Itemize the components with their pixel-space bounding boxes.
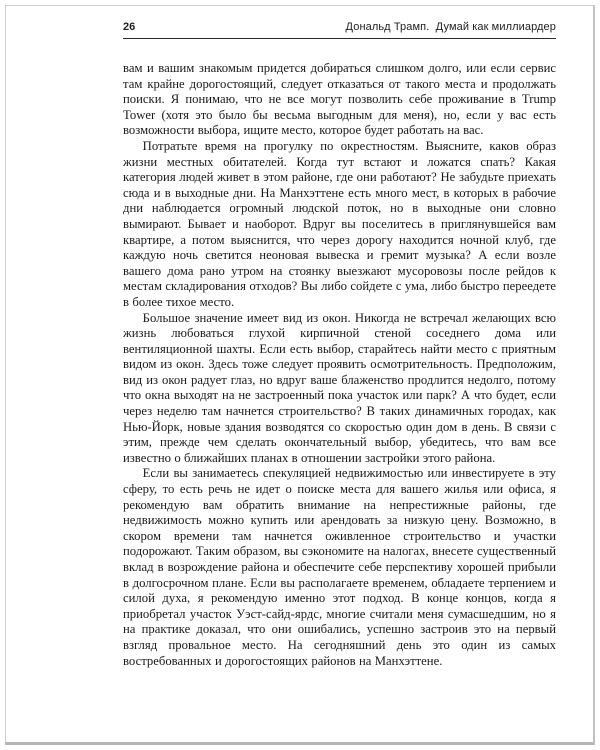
header-rule xyxy=(123,38,556,39)
running-title: Дональд Трамп. Думай как миллиардер xyxy=(345,21,556,33)
page-number: 26 xyxy=(123,21,136,33)
page-body xyxy=(123,61,556,669)
paragraph: Потратьте время на прогулку по окрестностям. Выясните, каков образ жизни местных обитателей. Когда тут встают и ложатся спать? Какая категория людей живет в этом районе, где они работают? Не забудьте приехать сюда и в выходные дни. На Манхэттене есть много мест, в которых в рабочие дни наблюдается огромный людской поток, но в выходные они словно вымирают. Бывает и наоборот. Вдруг вы поселитесь в приглянувшейся вам квартире, а потом выяснится, что через дорогу находится ночной клуб, где каждую ночь светится неоновая вывеска и гремит музыка? А если возле вашего дома рано утром на стоянку выезжают мусоровозы после рейдов к местам складирования отходов? Вы либо сойдете с ума, либо быстро переедете в более тихое место. xyxy=(123,138,556,309)
paragraph: Если вы занимаетесь спекуляцией недвижимостью или инвестируете в эту сферу, то есть речь не идет о поиске места для вашего жилья или офиса, я рекомендую вам обратить внимание на непрестижные районы, где недвижимость можно купить или арендовать за низкую цену. Возможно, в скором времени там начнется оживленное строительство и участки подорожают. Таким образом, вы сэкономите на налогах, внесете существенный вклад в возрождение района и обеспечите себе перспективу хорошей прибыли в долгосрочном плане. Если вы располагаете временем, обладаете терпением и силой духа, я рекомендую именно этот подход. В конце концов, когда я приобретал участок Уэст-сайд-ярдс, многие считали меня сумасшедшим, но я на практике доказал, что они ошибались, успешно застроив это на первый взгляд провальное место. На сегодняшний день это один из самых востребованных и дорогостоящих районов на Манхэттене. xyxy=(123,466,556,668)
paragraph-continuation: вам и вашим знакомым придется добираться слишком долго, или если сервис там крайне дорогостоящий, следует отказаться от такого места и продолжать поиски. Я понимаю, что не все могут позволить себе проживание в Trump Tower (хотя это было бы весьма выгодным для меня), но, если у вас есть возможности выбора, ищите место, которое будет работать на вас. xyxy=(123,61,556,138)
book-page xyxy=(123,21,556,669)
paragraph: Большое значение имеет вид из окон. Никогда не встречал желающих всю жизнь любоваться глухой кирпичной стеной соседнего дома или вентиляционной шахты. Если есть выбор, старайтесь найти место с приятным видом из окон. Здесь тоже следует проявить осмотрительность. Предположим, вид из окон радует глаз, но вдруг ваше блаженство продлится недолго, потому что окна выходят на не застроенный пока участок или парк? А что будет, если через неделю там начнется строительство? В таких динамичных городах, как Нью-Йорк, новые здания возводятся со скоростью один дом в день. В связи с этим, прежде чем сделать окончательный выбор, убедитесь, что вам все известно о ближайших планах в отношении застройки этого района. xyxy=(123,310,556,465)
page-header xyxy=(123,21,556,33)
